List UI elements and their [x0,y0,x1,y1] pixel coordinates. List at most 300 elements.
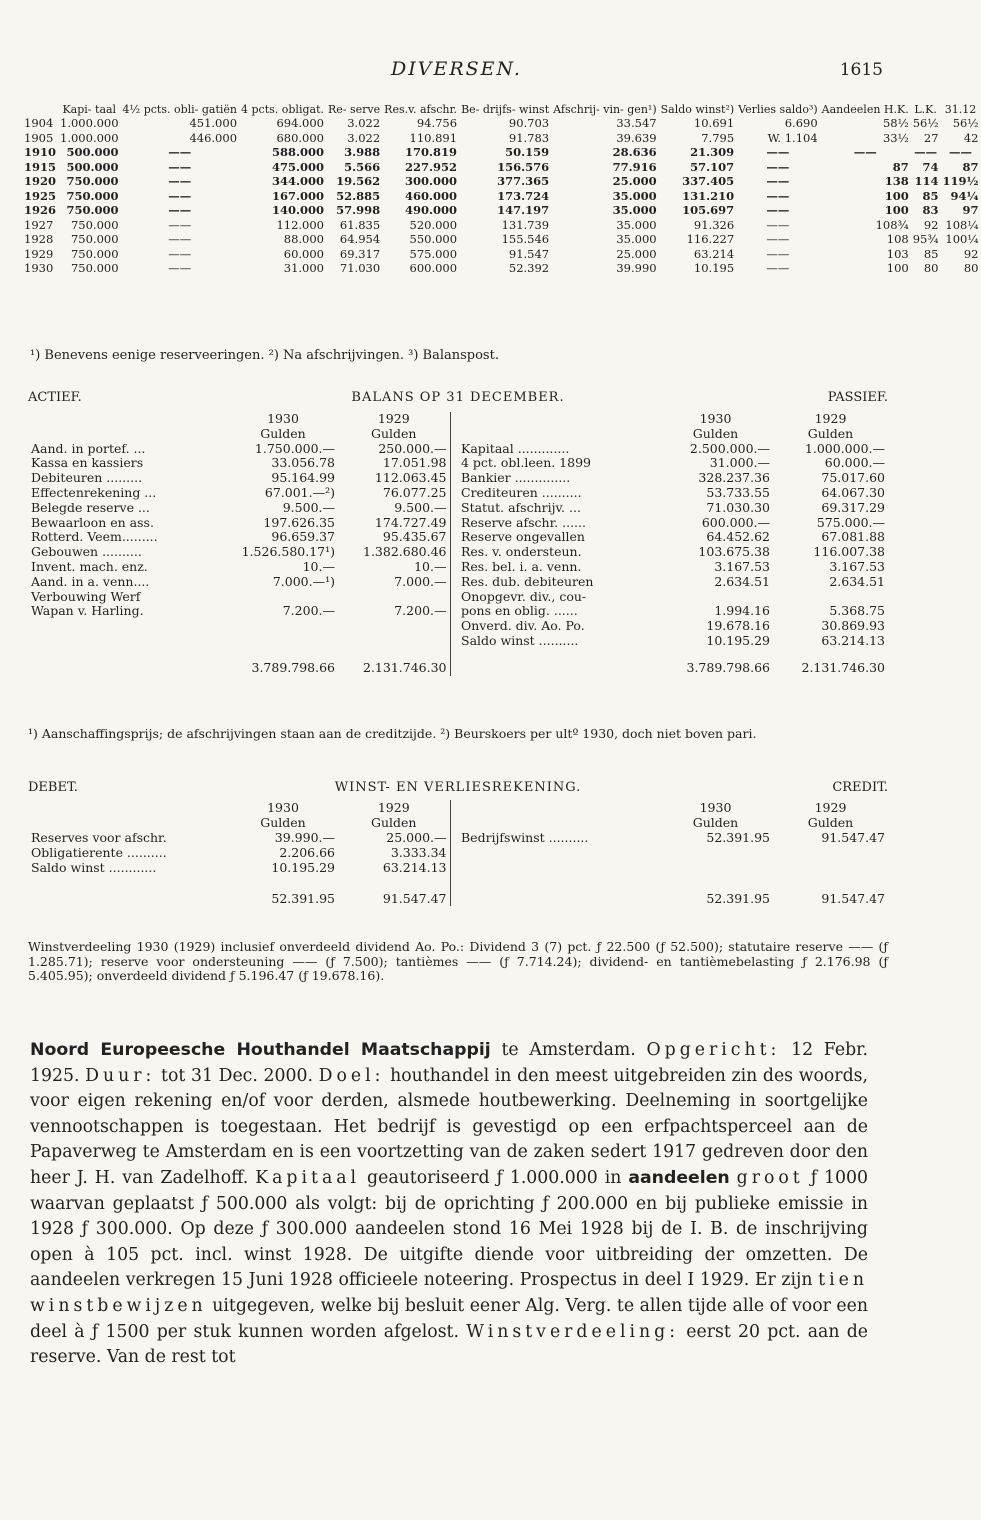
passief-label: Saldo winst .......... [461,632,579,648]
table-cell: 475.000 [271,159,324,174]
divider [450,471,458,486]
table-row [22,218,981,233]
table-cell: 451.000 [189,116,238,130]
spacer-cell [458,800,658,815]
passief-1929: 5.368.75 [829,603,885,619]
passief-1929 [773,590,888,605]
page-number: 1615 [839,60,883,80]
empty-cell [658,845,773,860]
table-cell: 92 [963,246,979,261]
actief-label: Gebouwen .......... [31,544,142,560]
table-cell: 92 [923,217,939,232]
wv-title: WINST- EN VERLIESREKENING. [334,780,582,795]
table-cell: —— [168,174,192,188]
unit-header-row [28,815,888,830]
table-cell: 108¾ [875,217,909,232]
table-cell: 25.000 [612,174,657,188]
passief-1929: 67.081.88 [821,529,885,545]
table-cell: —— [949,145,972,159]
table-cell: 7.795 [701,130,735,145]
balance-row [28,545,888,560]
divider [450,845,458,860]
passief-1929: 3.167.53 [829,558,885,574]
balance-row [28,619,888,634]
table-cell: —— [766,159,790,174]
divider [450,634,458,649]
key-opgericht: Opgericht: [646,1040,781,1060]
year-cell: 1904 [24,116,54,130]
debet-label: Saldo winst ............ [31,860,157,875]
table-cell: 1.000.000 [60,130,119,145]
table-cell: 680.000 [276,130,324,145]
table-cell: 112.000 [276,217,324,232]
actief-1929: 95.435.67 [382,529,447,545]
passief-1930: 1.994.16 [714,603,770,619]
actief-1930: 67.001.—²) [264,484,335,500]
table-cell: 100 [884,188,909,203]
unit-header: Gulden [807,815,854,830]
actief-1929: 250.000.— [378,440,447,456]
actief-label: Aand. in a. venn.... [31,573,150,589]
table-row [22,160,981,175]
table-cell: 167.000 [271,188,324,203]
debet-total-1929: 91.547.47 [382,891,447,906]
word-groot: groot [736,1167,804,1188]
balance-row [28,471,888,486]
passief-label: 4 pct. obl.leen. 1899 [461,455,591,471]
table-cell: 31.000 [283,261,324,275]
column-header: Re- serve [328,103,381,116]
table-cell: 750.000 [66,188,119,203]
passief-1930: 600.000.— [701,514,770,530]
table-cell: 105.697 [682,203,735,217]
table-cell: 377.365 [497,174,550,188]
table-cell: 56½ [912,116,939,130]
column-header: L.K. [914,103,937,116]
table-cell: 588.000 [271,145,324,159]
actief-label: Aand. in portef. ... [31,440,146,456]
passief-1929: 116.007.38 [813,544,885,560]
table-cell: 6.690 [784,116,818,130]
credit-1929: 91.547.47 [821,830,885,845]
passief-label: Statut. afschrijv. ... [461,499,581,515]
table-cell: 10.691 [693,116,735,130]
table-cell: —— [168,159,192,174]
year-header: 1930 [699,800,732,815]
credit-label: CREDIT. [832,780,888,795]
spacer-cell [458,649,658,676]
table-cell: 140.000 [271,203,324,217]
actief-1929: 112.063.45 [374,470,447,486]
table-cell: —— [766,261,790,275]
debet-1929: 25.000.— [386,830,447,845]
year-cell: 1910 [24,145,57,159]
empty-cell [658,860,773,875]
table-cell: —— [168,188,192,203]
table-cell: 87 [892,159,909,174]
column-header: Verlies saldo³) [738,103,818,116]
table-cell: 35.000 [612,203,657,217]
table-cell: 39.639 [616,130,657,145]
table-cell: 100 [886,261,909,275]
table-row [22,247,981,262]
table-cell: 80 [963,261,979,275]
table-cell: 88.000 [283,232,324,246]
divider [450,545,458,560]
table-cell: 750.000 [66,174,119,188]
value-duur: tot 31 Dec. 2000. [161,1065,313,1086]
table-cell: 694.000 [276,116,324,130]
spacer-cell [28,800,228,815]
balance-row [28,604,888,619]
balance-row [28,442,888,457]
year-header: 1929 [377,800,410,815]
year-header-row [28,800,888,815]
spacer-cell [28,649,228,676]
table-cell: —— [766,188,790,203]
empty-cell [773,860,888,875]
passief-1929: 75.017.60 [821,470,885,486]
passief-label: PASSIEF. [827,390,888,405]
balance-sheet [28,412,888,676]
divider [450,875,458,906]
value-doel: houthandel in den meest uitgebreiden zin des woords, voor eigen rekening en/of voor derden, alsmede houtbewerking. Deelneming in soortgelijke vennootschappen is toegestaan. Het bedrijf is gevestigd op een erfpachtsperceel aan de Papaverweg te Amsterdam en is een voortzetting van de zaken sedert 1917 gedreven door den heer J. H. van Zadelhoff. [30,1065,868,1188]
table-cell: 94¼ [950,188,979,203]
table-cell: 114 [914,174,939,188]
debet-total-1930: 52.391.95 [271,891,335,906]
table-cell: 575.000 [409,246,458,261]
table-cell: 119½ [942,174,979,188]
table-row [22,189,981,204]
credit-total-1930: 52.391.95 [706,891,770,906]
divider [450,456,458,471]
table-cell: 35.000 [612,188,657,203]
table-cell: —— [766,246,790,261]
table-row [22,232,981,247]
table-cell: 100¼ [945,232,979,246]
empty-cell [458,845,658,860]
divider [450,575,458,590]
credit-total-1929: 91.547.47 [821,891,885,906]
debet-label: DEBET. [28,780,78,795]
actief-total-1929: 2.131.746.30 [363,659,447,675]
table-cell: —— [853,145,877,159]
actief-1929: 17.051.98 [382,455,447,471]
value-winstverdeeling: eerst 20 pct. aan de reserve. Van de rest tot [30,1321,868,1368]
unit-header: Gulden [807,425,854,441]
table-cell: 64.954 [339,232,381,246]
table-cell: —— [168,232,192,246]
year-cell: 1930 [24,261,54,275]
actief-1930: 1.750.000.— [254,440,335,456]
table-cell: 91.547 [508,246,550,261]
table-cell: 500.000 [66,159,119,174]
divider [450,830,458,845]
passief-1930: 328.237.36 [698,470,770,486]
table-cell: 95¾ [912,232,939,246]
empty-cell [28,619,228,634]
column-header: 31.12 [944,103,977,116]
passief-label: Onopgevr. div., cou- [461,588,587,604]
table-cell: 460.000 [405,188,458,203]
passief-1929: 2.634.51 [829,573,885,589]
passief-1929: 1.000.000.— [804,440,885,456]
table-cell: 39.990 [616,261,657,275]
unit-header: Gulden [260,425,306,441]
table-cell: 50.159 [505,145,550,159]
empty-cell [458,860,658,875]
debet-1930: 10.195.29 [271,860,335,875]
profit-distribution: Winstverdeeling 1930 (1929) inclusief onverdeeld dividend Ao. Po.: Dividend 3 (7) pct. ƒ 22.500 (ƒ 52.500); statutaire reserve —— (ƒ 1.285.71); reserve voor ondersteuning —— (ƒ 7.500); tantièmes —— (ƒ 7.714.24); dividend- en tantièmebelasting ƒ 2.176.98 (ƒ 5.405.95); onverdeeld dividend ƒ 5.196.47 (ƒ 19.678.16). [28,939,888,983]
passief-1930: 31.000.— [709,455,770,471]
unit-header: Gulden [371,425,417,441]
debet-1929: 3.333.34 [390,845,447,860]
empty-cell [773,845,888,860]
actief-1929: 7.000.— [394,573,447,589]
year-cell: 1920 [24,174,57,188]
table-cell: 10.195 [693,261,735,275]
actief-1930: 95.164.99 [271,470,335,486]
unit-header: Gulden [692,815,739,830]
debet-1930: 2.206.66 [279,845,335,860]
wv-body [28,800,888,906]
year-header: 1929 [814,411,847,426]
actief-total-1930: 3.789.798.66 [251,659,335,675]
company-name: Noord Europeesche Houthandel Maatschappij [30,1040,491,1060]
passief-label: Crediteuren .......... [461,484,582,500]
year-cell: 1929 [24,246,54,261]
passief-1929: 69.317.29 [821,499,885,515]
table-cell: —— [766,174,790,188]
passief-total-1930: 3.789.798.66 [686,659,770,675]
table-cell: 170.819 [405,145,458,159]
table-cell: —— [168,261,192,275]
balance-totals-row [28,649,888,676]
key-kapitaal: Kapitaal [255,1167,361,1188]
table-cell: 69.317 [339,246,381,261]
table-cell: 74 [922,159,939,174]
table-cell: 25.000 [616,246,657,261]
passief-1929: 64.067.30 [821,484,885,500]
balance-row [28,516,888,531]
balance-body [28,412,888,676]
history-table [22,104,981,276]
key-duur: Duur: [85,1065,156,1086]
passief-1929: 63.214.13 [821,632,885,648]
year-header: 1929 [814,800,847,815]
passief-1930 [658,590,773,605]
year-header: 1930 [267,800,299,815]
passief-1930: 19.678.16 [706,618,770,634]
value-opgericht: 12 Febr. 1925. [30,1040,868,1086]
year-header: 1929 [377,411,410,426]
divider [450,560,458,575]
passief-label: pons en oblig. ...... [461,603,578,619]
credit-1930: 52.391.95 [706,830,770,845]
table-row [22,174,981,189]
column-header: Res.v. afschr. [384,103,458,116]
history-footnote: ¹) Benevens eenige reserveeringen. ²) Na afschrijvingen. ³) Balanspost. [30,348,499,363]
table-cell: 500.000 [66,145,119,159]
column-header: 4 pcts. obligat. [241,103,324,116]
balance-title: BALANS OP 31 DECEMBER. [351,390,565,405]
actief-label: ACTIEF. [28,390,82,405]
table-cell: 520.000 [409,217,458,232]
spacer-cell [28,815,228,830]
spacer-cell [458,875,658,906]
actief-label: Effectenrekening ... [31,484,157,500]
table-row [22,131,981,146]
table-cell: 83 [922,203,939,217]
table-cell: 110.891 [409,130,458,145]
passief-label: Reserve ongevallen [461,529,585,545]
passief-label: Res. bel. i. a. venn. [461,558,582,574]
table-cell: 116.227 [686,232,735,246]
year-column-header [22,104,58,116]
table-cell: —— [168,217,192,232]
balance-row [28,560,888,575]
table-cell: 156.576 [497,159,550,174]
table-row [22,116,981,131]
column-header: Saldo winst²) [660,103,735,116]
history-header-row [22,104,981,116]
debet-label: Obligatierente .......... [31,845,167,860]
table-cell: 300.000 [405,174,458,188]
table-cell: 35.000 [616,232,657,246]
table-cell: 90.703 [508,116,550,130]
column-header: Kapi- taal [62,103,117,116]
history-body [22,116,981,276]
key-winstverdeeling: Winstverdeeling: [466,1321,680,1342]
year-cell: 1928 [24,232,54,246]
table-cell: 3.022 [347,130,381,145]
actief-1930 [228,590,338,605]
passief-label: Res. dub. debiteuren [461,573,594,589]
table-cell: 173.724 [497,188,550,203]
actief-1930: 1.526.580.17¹) [241,544,335,560]
year-header: 1930 [267,411,299,426]
year-cell: 1905 [24,130,54,145]
passief-1930: 64.452.62 [706,529,770,545]
balance-row [28,530,888,545]
unit-header: Gulden [371,815,417,830]
table-cell: —— [766,217,790,232]
empty-cell [338,619,450,634]
passief-1930: 2.500.000.— [689,440,770,456]
value-kapitaal-1: geautoriseerd ƒ 1.000.000 in [367,1167,622,1188]
actief-1929: 76.077.25 [382,484,447,500]
credit-label: Bedrijfswinst .......... [461,830,589,845]
table-cell: —— [914,145,938,159]
divider [450,619,458,634]
table-cell: 35.000 [616,217,657,232]
divider [450,800,458,815]
table-row [22,203,981,218]
table-cell: 446.000 [189,130,238,145]
passief-1929: 60.000.— [824,455,885,471]
column-header: Be- drijfs- winst [461,103,550,116]
table-cell: 131.210 [682,188,735,203]
table-cell: 85 [923,246,939,261]
table-cell: 27 [923,130,939,145]
table-cell: 108 [886,232,909,246]
actief-1929: 1.382.680.46 [363,544,447,560]
actief-1930: 7.200.— [282,603,335,619]
table-cell: 28.636 [612,145,657,159]
year-header: 1930 [699,411,732,426]
table-cell: 52.392 [508,261,550,275]
value-kapitaal-2: ƒ 1000 waarvan geplaatst ƒ 500.000 als volgt: bij de oprichting ƒ 200.000 en bij publieke emissie in 1928 ƒ 300.000. Op deze ƒ 300.000 aandeelen stond 16 Mei 1928 bij de I. B. de inschrijving open à 105 pct. incl. winst 1928. De uitgifte diende voor uitbreiding der omzetten. De aandeelen verkregen 15 Juni 1928 officieele noteering. Prospectus in deel I 1929. Er zijn [30,1167,869,1291]
table-cell: 94.756 [416,116,458,130]
table-row [22,145,981,160]
spacer-cell [458,815,658,830]
table-cell: 91.326 [693,217,735,232]
actief-1930: 197.626.35 [263,514,335,530]
running-header [0,58,913,88]
passief-total-1929: 2.131.746.30 [801,659,885,675]
table-cell: W. 1.104 [767,130,818,145]
wv-totals-row [28,875,888,906]
year-cell: 1927 [24,217,54,232]
column-header: Aandeelen H.K. [821,103,909,116]
table-cell: 138 [884,174,909,188]
table-cell: 97 [962,203,979,217]
table-cell: 60.000 [283,246,324,261]
actief-label: Debiteuren ......... [31,470,143,486]
balance-row [28,634,888,649]
wv-row [28,845,888,860]
table-cell: 147.197 [497,203,550,217]
divider [450,815,458,830]
actief-1929: 10.— [414,558,447,574]
table-cell: 131.739 [501,217,550,232]
year-header-row [28,412,888,427]
actief-label: Belegde reserve ... [31,499,150,515]
passief-1930: 3.167.53 [714,558,770,574]
divider [450,860,458,875]
table-cell: 1.000.000 [60,116,119,130]
divider [450,412,458,427]
divider [450,590,458,605]
table-row [22,261,981,276]
word-winstbewijzen: tien winstbewijzen [30,1270,868,1316]
table-cell: 600.000 [409,261,458,275]
table-cell: —— [168,246,192,261]
year-cell: 1925 [24,188,57,203]
table-cell: 750.000 [70,217,119,232]
balance-row [28,501,888,516]
section-title: DIVERSEN. [391,58,522,80]
actief-1929: 7.200.— [394,603,447,619]
table-cell: 227.952 [405,159,458,174]
actief-label: Kassa en kassiers [31,455,144,471]
balance-row [28,575,888,590]
table-cell: 77.916 [612,159,657,174]
table-cell: 42 [963,130,979,145]
passief-label: Kapitaal ............. [461,440,570,456]
table-cell: 57.107 [690,159,735,174]
table-cell: 19.562 [336,174,381,188]
spacer-cell [458,412,658,427]
divider [450,516,458,531]
unit-header-row [28,427,888,442]
table-cell: 337.405 [682,174,735,188]
passief-label: Bankier .............. [461,470,571,486]
passief-1930: 71.030.30 [706,499,770,515]
spacer-cell [28,427,228,442]
column-header: 4½ pcts. obli- gatiën [122,103,238,116]
table-cell: 33.547 [616,116,657,130]
